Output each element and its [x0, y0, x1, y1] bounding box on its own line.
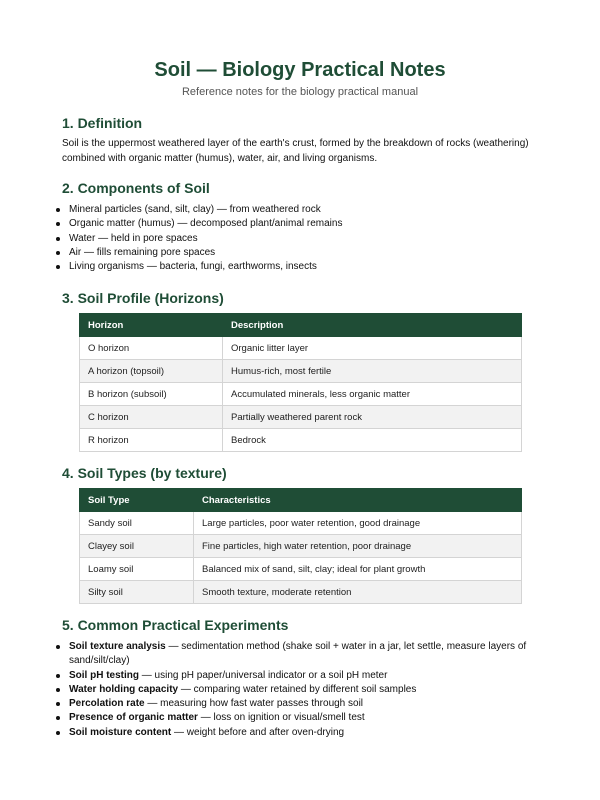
table-cell: Accumulated minerals, less organic matter — [223, 383, 522, 406]
experiment-desc: — sedimentation method (shake soil + water in a jar, let settle, measure layers of sand/silt/clay) — [69, 641, 527, 667]
list-item — [69, 726, 549, 740]
table-cell: A horizon (topsoil) — [80, 360, 223, 383]
list-item — [69, 711, 549, 725]
table-row — [80, 429, 522, 452]
table-cell: Bedrock — [223, 429, 522, 452]
table-header-row — [80, 314, 522, 337]
column-header: Description — [223, 314, 522, 337]
table-row — [80, 535, 522, 558]
experiments-list — [52, 640, 549, 740]
list-item: Water — held in pore spaces — [69, 232, 549, 246]
page-subtitle: Reference notes for the biology practical manual — [181, 86, 419, 98]
list-item: Air — fills remaining pore spaces — [69, 246, 549, 260]
experiment-desc: — using pH paper/universal indicator or a soil pH meter — [139, 669, 388, 681]
table-cell: Loamy soil — [80, 558, 194, 581]
table-cell: C horizon — [80, 406, 223, 429]
section-heading-components: 2. Components of Soil — [62, 180, 210, 196]
section-heading-profile: 3. Soil Profile (Horizons) — [62, 290, 224, 306]
table-row — [80, 383, 522, 406]
column-header: Soil Type — [80, 489, 194, 512]
table-cell: B horizon (subsoil) — [80, 383, 223, 406]
table-cell: Humus-rich, most fertile — [223, 360, 522, 383]
table-row — [80, 581, 522, 604]
list-item — [69, 683, 549, 697]
table-cell: Partially weathered parent rock — [223, 406, 522, 429]
table-row — [80, 406, 522, 429]
experiment-term: Soil moisture content — [69, 726, 172, 738]
components-list — [52, 203, 549, 274]
table-cell: O horizon — [80, 337, 223, 360]
list-item — [69, 669, 549, 683]
soil-types-table — [79, 488, 522, 604]
list-item — [69, 697, 549, 711]
experiment-desc: — loss on ignition or visual/smell test — [197, 712, 365, 724]
section-heading-experiments: 5. Common Practical Experiments — [62, 617, 289, 633]
table-cell: Balanced mix of sand, silt, clay; ideal for plant growth — [194, 558, 522, 581]
experiment-desc: — comparing water retained by different soil samples — [178, 683, 417, 695]
list-item — [69, 640, 549, 669]
soil-profile-table — [79, 313, 522, 452]
list-item: Organic matter (humus) — decomposed plant/animal remains — [69, 217, 549, 231]
table-row — [80, 512, 522, 535]
section-heading-definition: 1. Definition — [62, 115, 143, 131]
table-row — [80, 558, 522, 581]
table-cell: Silty soil — [80, 581, 194, 604]
table-row — [80, 360, 522, 383]
table-cell: R horizon — [80, 429, 223, 452]
table-row — [80, 337, 522, 360]
experiment-desc: — weight before and after oven-drying — [171, 726, 345, 738]
definition-text: Soil is the uppermost weathered layer of the earth's crust, formed by the breakdown of rocks (weathering) combined with organic matter (humus), water, air, and living organisms. — [62, 138, 529, 164]
page-title: Soil — Biology Practical Notes — [154, 59, 446, 81]
list-item: Living organisms — bacteria, fungi, earthworms, insects — [69, 260, 549, 274]
table-cell: Large particles, poor water retention, good drainage — [194, 512, 522, 535]
experiment-term: Soil pH testing — [69, 669, 139, 681]
experiment-term: Soil texture analysis — [69, 641, 166, 652]
experiment-term: Presence of organic matter — [69, 712, 198, 724]
experiment-term: Percolation rate — [69, 698, 145, 710]
table-cell: Clayey soil — [80, 535, 194, 558]
experiment-term: Water holding capacity — [69, 683, 179, 695]
section-heading-types: 4. Soil Types (by texture) — [62, 465, 227, 481]
column-header: Characteristics — [194, 489, 522, 512]
column-header: Horizon — [80, 314, 223, 337]
table-cell: Sandy soil — [80, 512, 194, 535]
table-header-row — [80, 489, 522, 512]
table-cell: Smooth texture, moderate retention — [194, 581, 522, 604]
table-cell: Organic litter layer — [223, 337, 522, 360]
table-cell: Fine particles, high water retention, poor drainage — [194, 535, 522, 558]
list-item: Mineral particles (sand, silt, clay) — from weathered rock — [69, 203, 549, 217]
experiment-desc: — measuring how fast water passes through soil — [144, 698, 364, 710]
